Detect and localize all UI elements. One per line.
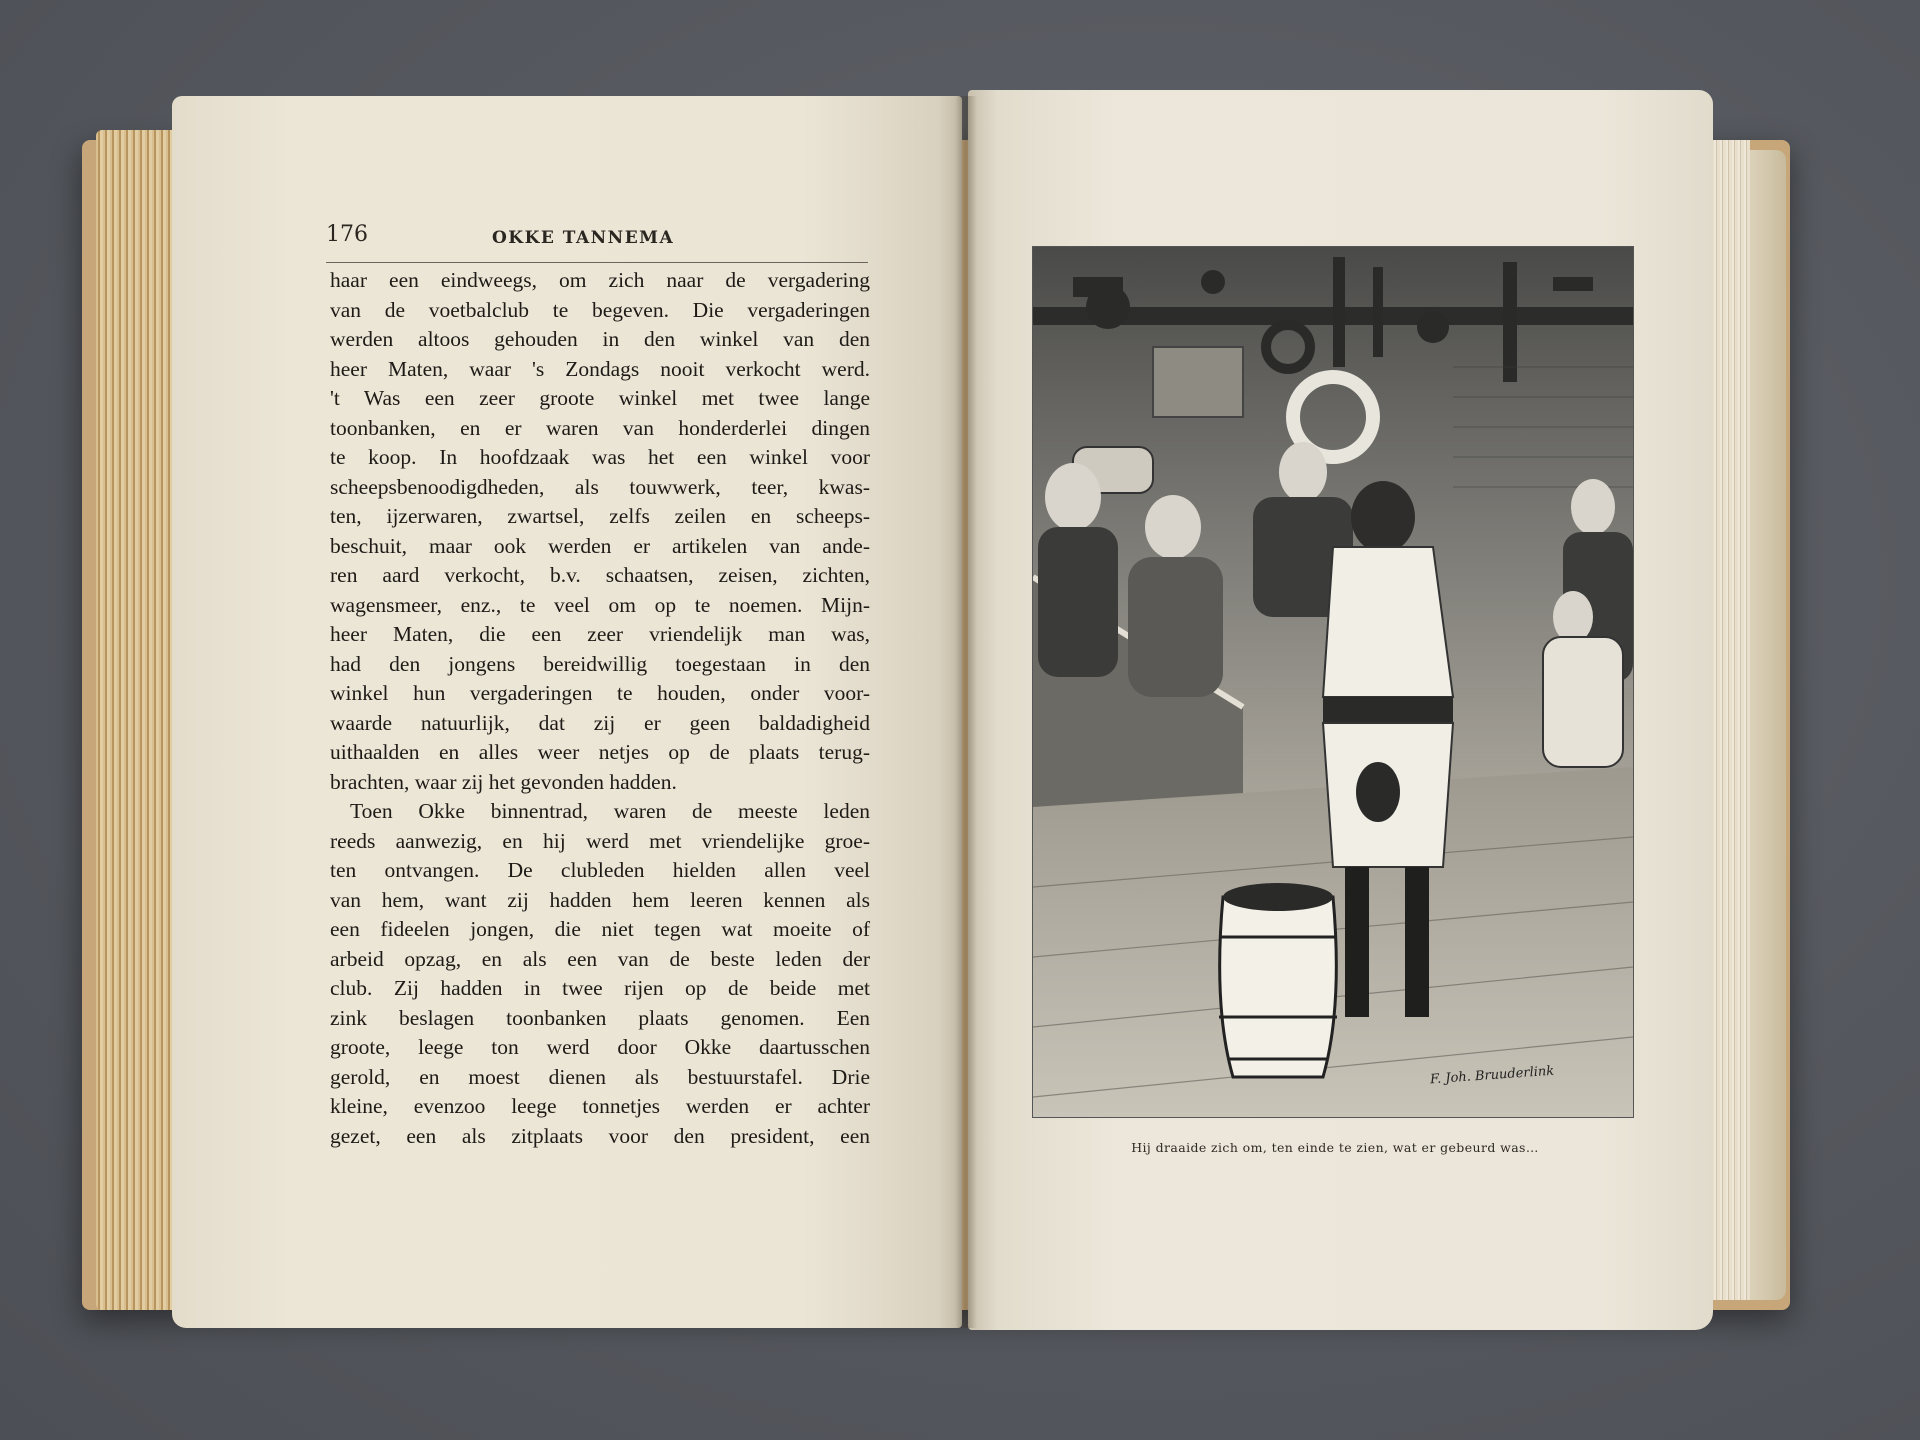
illustration-drawing — [1033, 247, 1633, 1117]
text-line: gezet, een als zitplaats voor den president, een — [330, 1123, 870, 1148]
text-line: toonbanken, en er waren van honderderlei dingen — [330, 415, 870, 440]
text-line: arbeid opzag, en als een van de beste leden der — [330, 946, 870, 971]
text-line: uithaalden en alles weer netjes op de plaats terug- — [330, 740, 870, 764]
engraving-illustration — [1032, 246, 1634, 1118]
text-line: te koop. In hoofdzaak was het een winkel voor — [330, 445, 870, 469]
page-number: 176 — [326, 222, 368, 247]
book-gutter — [955, 96, 977, 1328]
text-line: Toen Okke binnentrad, waren de meeste leden — [350, 799, 870, 823]
illustration-caption: Hij draaide zich om, ten einde te zien, wat er gebeurd was… — [1131, 1140, 1539, 1155]
body-text — [330, 266, 870, 1151]
text-line: winkel hun vergaderingen te houden, onder voor- — [330, 681, 870, 705]
text-line: ten, ijzerwaren, zwartsel, zelfs zeilen en scheeps- — [330, 504, 870, 528]
text-line: heer Maten, die een zeer vriendelijk man was, — [330, 622, 870, 646]
text-line: kleine, evenzoo leege tonnetjes werden er achter — [330, 1094, 870, 1118]
text-line: brachten, waar zij het gevonden hadden. — [330, 769, 677, 794]
text-line: beschuit, maar ook werden er artikelen van ande- — [330, 533, 870, 558]
text-line: scheepsbenoodigdheden, als touwwerk, teer, kwas- — [330, 474, 870, 499]
text-line: gerold, en moest dienen als bestuurstafel. Drie — [330, 1064, 870, 1089]
text-line: van hem, want zij hadden hem leeren kennen als — [330, 887, 870, 912]
text-line: een fideelen jongen, die niet tegen wat moeite of — [330, 917, 870, 941]
running-title: OKKE TANNEMA — [492, 228, 675, 248]
text-line: heer Maten, waar 's Zondags nooit verkocht werd. — [330, 356, 870, 381]
text-line: 't Was een zeer groote winkel met twee lange — [330, 386, 870, 410]
text-line: waarde natuurlijk, dat zij er geen baldadigheid — [330, 710, 870, 735]
text-line: wagensmeer, enz., te veel om op te noemen. Mijn- — [330, 592, 870, 617]
text-line: reeds aanwezig, en hij werd met vriendelijke groe- — [330, 828, 870, 853]
text-line: club. Zij hadden in twee rijen op de beide met — [330, 976, 870, 1000]
text-line: ren aard verkocht, b.v. schaatsen, zeisen, zichten, — [330, 563, 870, 587]
text-line: ten ontvangen. De clubleden hielden allen veel — [330, 858, 870, 882]
text-line: groote, leege ton werd door Okke daartusschen — [330, 1035, 870, 1059]
text-line: haar een eindweegs, om zich naar de vergadering — [330, 268, 870, 292]
running-head — [326, 222, 868, 263]
artist-signature: F. Joh. Bruuderlink — [1429, 1063, 1555, 1088]
text-line: werden altoos gehouden in den winkel van den — [330, 327, 870, 351]
text-line: had den jongens bereidwillig toegestaan in den — [330, 651, 870, 676]
text-line: zink beslagen toonbanken plaats genomen. Een — [330, 1005, 870, 1030]
text-line: van de voetbalclub te begeven. Die vergaderingen — [330, 297, 870, 322]
